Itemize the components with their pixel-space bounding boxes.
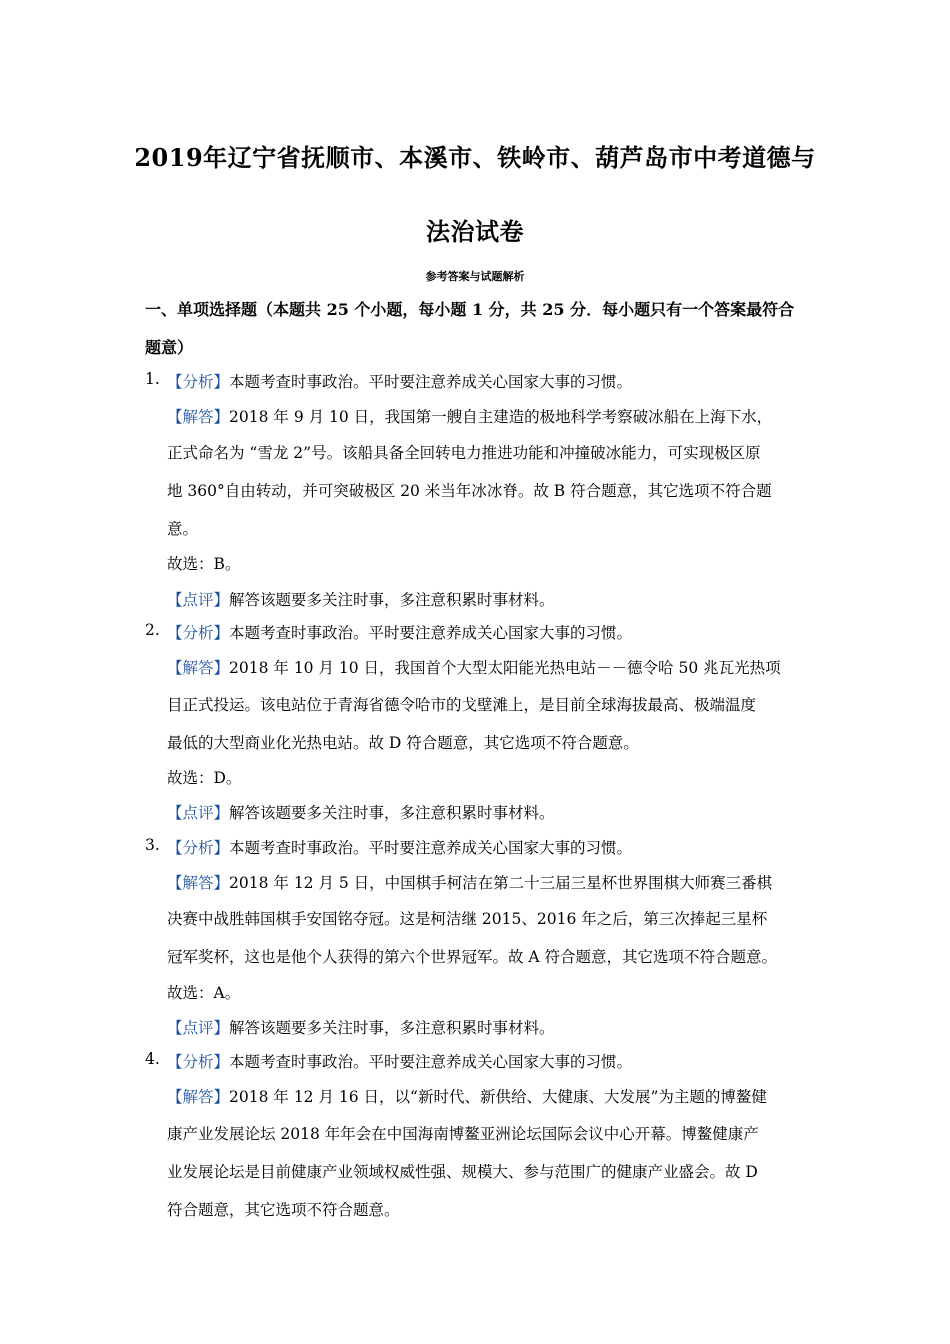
answer-text: 冠军奖杯，这也是他个人获得的第六个世界冠军。故 A 符合题意，其它选项不符合题意。: [167, 948, 778, 966]
comment-tag: 【点评】: [167, 591, 230, 609]
doc-title-line2: 法治试卷: [426, 217, 524, 246]
question-number: 1.: [145, 370, 160, 388]
answer-text: 业发展论坛是目前健康产业领域权威性强、规模大、参与范围广的健康产业盛会。故 D: [167, 1163, 758, 1181]
choice-text: 故选：A。: [167, 984, 241, 1002]
answer-text: 2018 年 9 月 10 日，我国第一艘自主建造的极地科学考察破冰船在上海下水，: [229, 408, 773, 426]
choice-text: 故选：B。: [167, 555, 241, 573]
answer-line: [167, 871, 772, 893]
answer-text: 地 360°自由转动，并可突破极区 20 米当年冰冰脊。故 B 符合题意，其它选项不符合题: [167, 482, 772, 500]
answer-line: [167, 656, 781, 678]
answer-tag: 【解答】: [167, 659, 230, 677]
question-number: 2.: [145, 621, 160, 639]
comment-line: [167, 1016, 555, 1038]
comment-line: [167, 801, 555, 823]
analysis-line: [167, 836, 632, 858]
answer-text: 决赛中战胜韩国棋手安国铭夺冠。这是柯洁继 2015、2016 年之后，第三次捧起三星杯: [167, 910, 768, 928]
question-number: 4.: [145, 1050, 160, 1068]
analysis-line: [167, 370, 632, 392]
analysis-line: [167, 1050, 632, 1072]
answer-text: 2018 年 10 月 10 日，我国首个大型太阳能光热电站－－德令哈 50 兆瓦光热项: [229, 659, 781, 677]
comment-text: 解答该题要多关注时事，多注意积累时事材料。: [229, 804, 555, 822]
answer-text: 意。: [167, 520, 199, 538]
answer-tag: 【解答】: [167, 874, 230, 892]
comment-tag: 【点评】: [167, 804, 230, 822]
comment-text: 解答该题要多关注时事，多注意积累时事材料。: [229, 591, 555, 609]
answer-text: 2018 年 12 月 5 日，中国棋手柯洁在第二十三届三星杯世界围棋大师赛三番棋: [229, 874, 773, 892]
answer-line: [167, 405, 772, 427]
analysis-tag: 【分析】: [167, 1053, 230, 1071]
answer-text: 目正式投运。该电站位于青海省德令哈市的戈壁滩上，是目前全球海拔最高、极端温度: [167, 696, 757, 714]
analysis-tag: 【分析】: [167, 373, 230, 391]
analysis-text: 本题考查时事政治。平时要注意养成关心国家大事的习惯。: [229, 1053, 633, 1071]
choice-text: 故选：D。: [167, 769, 242, 787]
section-heading-line2: 题意）: [145, 338, 194, 357]
answer-tag: 【解答】: [167, 408, 230, 426]
analysis-line: [167, 621, 632, 643]
answer-text: 康产业发展论坛 2018 年年会在中国海南博鳌亚洲论坛国际会议中心开幕。博鳌健康产: [167, 1125, 759, 1143]
analysis-text: 本题考查时事政治。平时要注意养成关心国家大事的习惯。: [229, 839, 633, 857]
analysis-text: 本题考查时事政治。平时要注意养成关心国家大事的习惯。: [229, 624, 633, 642]
analysis-text: 本题考查时事政治。平时要注意养成关心国家大事的习惯。: [229, 373, 633, 391]
doc-title-line1: 2019年辽宁省抚顺市、本溪市、铁岭市、葫芦岛市中考道德与: [134, 143, 816, 172]
analysis-tag: 【分析】: [167, 839, 230, 857]
doc-subtitle: 参考答案与试题解析: [425, 270, 525, 283]
answer-line: [167, 1085, 767, 1107]
section-heading-line1: 一、单项选择题（本题共 25 个小题，每小题 1 分，共 25 分．每小题只有一个答案最符合: [145, 300, 795, 319]
comment-line: [167, 588, 555, 610]
analysis-tag: 【分析】: [167, 624, 230, 642]
answer-tag: 【解答】: [167, 1088, 230, 1106]
answer-text: 2018 年 12 月 16 日，以“新时代、新供给、大健康、大发展”为主题的博鳌健: [229, 1088, 767, 1106]
answer-text: 符合题意，其它选项不符合题意。: [167, 1201, 400, 1219]
question-number: 3.: [145, 836, 160, 854]
comment-text: 解答该题要多关注时事，多注意积累时事材料。: [229, 1019, 555, 1037]
comment-tag: 【点评】: [167, 1019, 230, 1037]
answer-text: 最低的大型商业化光热电站。故 D 符合题意，其它选项不符合题意。: [167, 734, 639, 752]
answer-text: 正式命名为 “雪龙 2”号。该船具备全回转电力推进功能和冲撞破冰能力，可实现极区原: [167, 444, 761, 462]
